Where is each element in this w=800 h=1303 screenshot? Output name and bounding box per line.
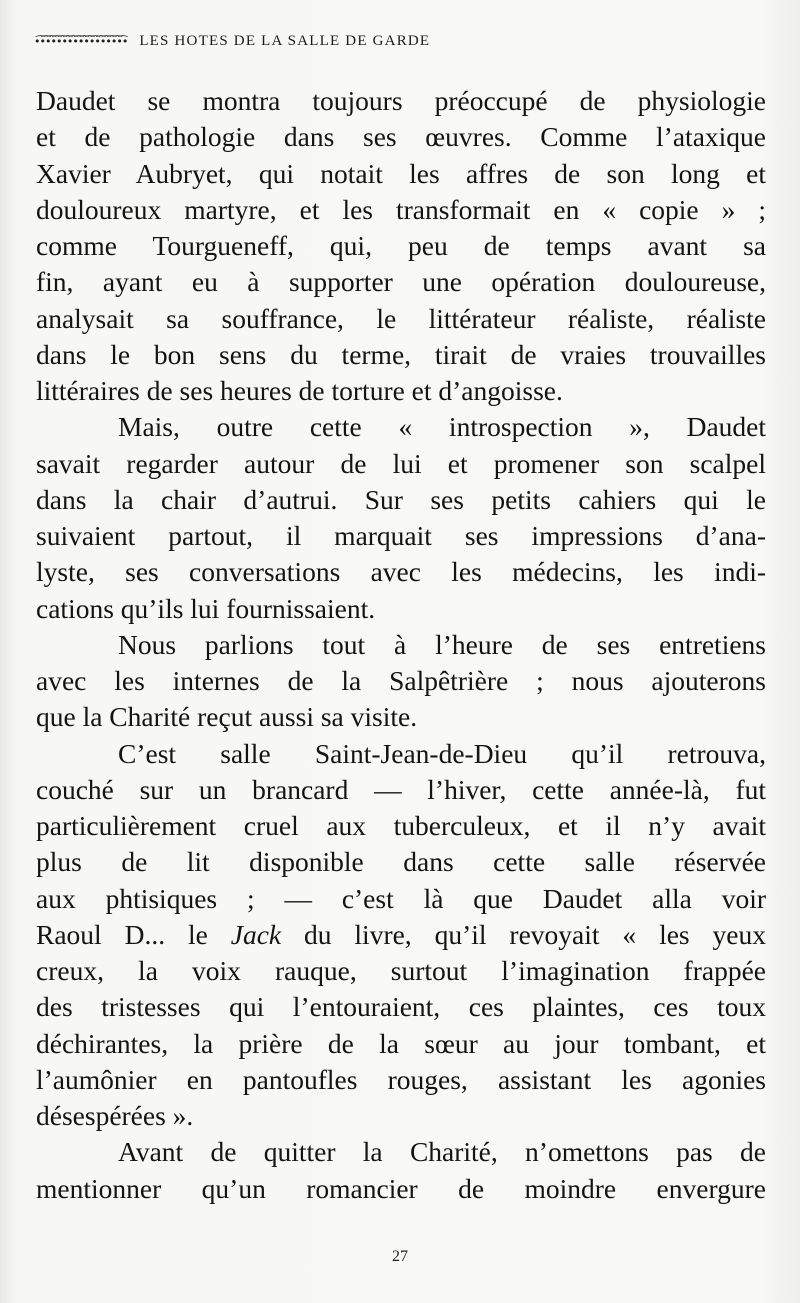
text-line: lyste, ses conversations avec les médecins, les indi- xyxy=(36,556,766,588)
text-line: suivaient partout, il marquait ses impressions d’ana- xyxy=(36,520,766,551)
italic-title-jack: Jack xyxy=(230,918,282,950)
paragraph-start-line: Nous parlions tout à l’heure de ses entretiens xyxy=(118,628,766,660)
running-title: LES HOTES DE LA SALLE DE GARDE xyxy=(139,32,431,49)
text-line: dans la chair d’autrui. Sur ses petits cahiers qui le xyxy=(36,483,766,515)
text-line: couché sur un brancard — l’hiver, cette année-là, fut xyxy=(36,773,766,805)
paragraph-start-line: Avant de quitter la Charité, n’omettons pas de xyxy=(118,1136,766,1168)
paragraph-start-line: Mais, outre cette « introspection », Daudet xyxy=(118,411,766,443)
text-line: creux, la voix rauque, surtout l’imagination frappée xyxy=(36,955,766,986)
text-line: aux phtisiques ; — c’est là que Daudet alla voir xyxy=(36,882,766,914)
text-line: douloureux martyre, et les transformait en « copie » ; xyxy=(36,193,766,225)
text-line: et de pathologie dans ses œuvres. Comme l’ataxique xyxy=(36,121,766,153)
text-line: avec les internes de la Salpêtrière ; nous ajouterons xyxy=(36,665,766,696)
page-number: 27 xyxy=(392,1248,408,1265)
text-line: fin, ayant eu à supporter une opération douloureuse, xyxy=(36,266,766,298)
text-line: cations qu’ils lui fournissaient. xyxy=(36,592,376,624)
header-ornament: •͡•͡•͡•͡•͡•͡•͡•͡•͡•͡•͡•͡•͡•͡•͡•͡• xyxy=(34,34,128,48)
text-segment: Raoul D... le xyxy=(36,918,231,950)
text-line: désespérées ». xyxy=(36,1100,194,1131)
text-segment: du livre, qu’il revoyait « les yeux xyxy=(281,918,766,950)
text-line: des tristesses qui l’entouraient, ces plaintes, ces toux xyxy=(36,991,766,1023)
text-line: mentionner qu’un romancier de moindre envergure xyxy=(36,1172,766,1204)
paragraph-start-line: C’est salle Saint-Jean-de-Dieu qu’il retrouva, xyxy=(118,737,766,769)
text-line: savait regarder autour de lui et promener son scalpel xyxy=(36,447,766,479)
body-text xyxy=(36,83,766,1207)
text-line: particulièrement cruel aux tuberculeux, et il n’y avait xyxy=(36,810,766,841)
text-line: déchirantes, la prière de la sœur au jour tombant, et xyxy=(36,1027,766,1059)
text-line: littéraires de ses heures de torture et d’angoisse. xyxy=(36,375,563,406)
text-line: l’aumônier en pantoufles rouges, assistant les agonies xyxy=(36,1063,766,1095)
text-line: comme Tourgueneff, qui, peu de temps avant sa xyxy=(36,230,766,261)
text-line: Xavier Aubryet, qui notait les affres de son long et xyxy=(36,157,766,189)
text-line: que la Charité reçut aussi sa visite. xyxy=(36,701,418,733)
text-line: Daudet se montra toujours préoccupé de physiologie xyxy=(36,85,766,116)
text-line: plus de lit disponible dans cette salle réservée xyxy=(36,846,766,878)
text-line: dans le bon sens du terme, tirait de vraies trouvailles xyxy=(36,338,766,370)
text-line: analysait sa souffrance, le littérateur réaliste, réaliste xyxy=(36,302,766,334)
running-header xyxy=(34,30,754,52)
text-line-with-italic xyxy=(36,917,766,953)
